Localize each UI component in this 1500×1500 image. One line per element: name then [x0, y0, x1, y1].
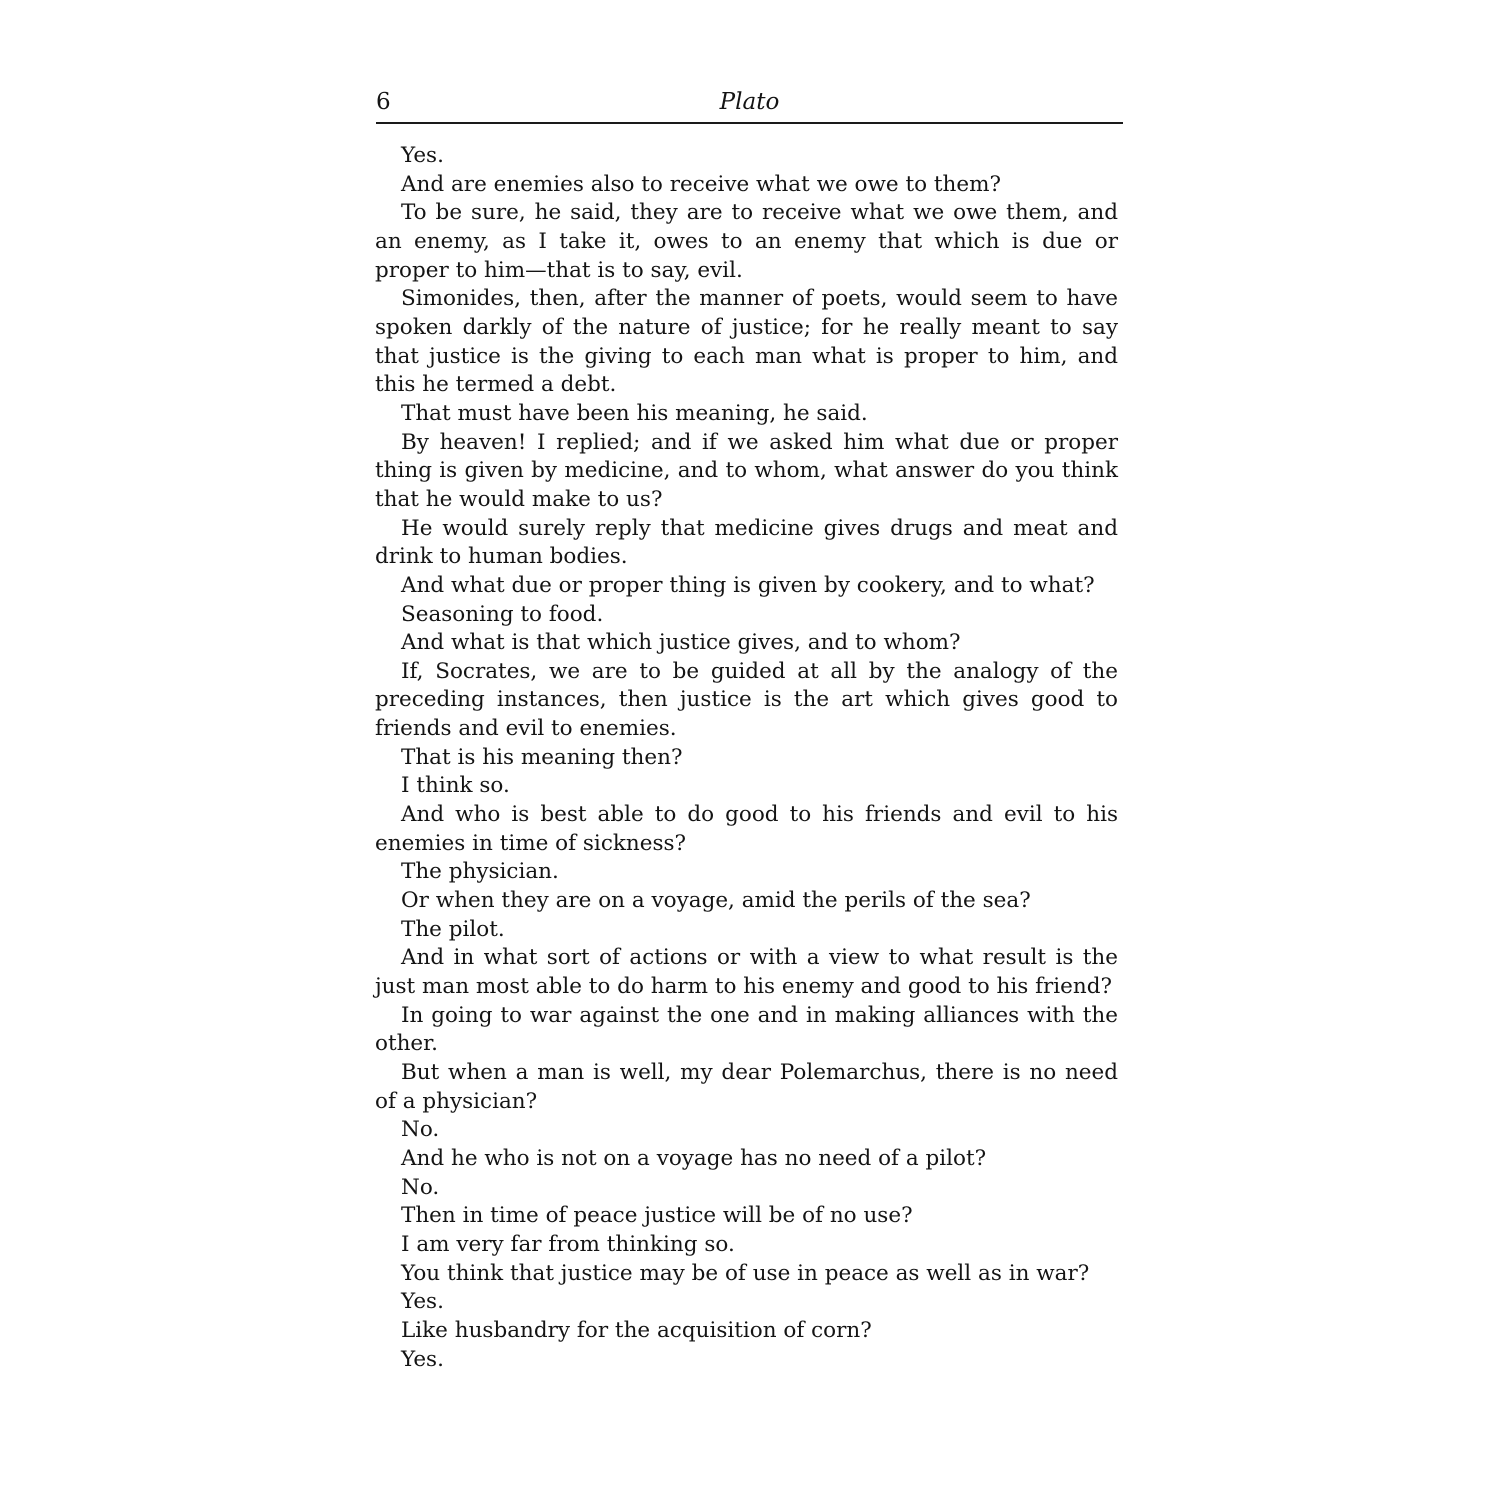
- paragraph: Yes.: [401, 143, 444, 168]
- paragraph: That is his meaning then?: [401, 744, 683, 770]
- paragraph: You think that justice may be of use in peace as well as in war?: [401, 1260, 1090, 1286]
- page-number: 6: [376, 89, 391, 115]
- paragraph: Then in time of peace justice will be of no use?: [401, 1203, 913, 1229]
- paragraph: And what is that which justice gives, and to whom?: [401, 630, 961, 656]
- paragraph: Simonides, then, after the manner of poets, would seem to have spoken darkly of the nature of justice; for he really meant to say that justice is the giving to each man what is proper to him, and this he termed a debt.: [375, 286, 1118, 398]
- paragraph: I am very far from thinking so.: [401, 1231, 735, 1257]
- paragraph: Or when they are on a voyage, amid the perils of the sea?: [401, 888, 1031, 914]
- paragraph: That must have been his meaning, he said.: [401, 400, 868, 426]
- paragraph: No.: [401, 1174, 440, 1200]
- paragraph: Like husbandry for the acquisition of corn?: [401, 1317, 872, 1343]
- paragraph: But when a man is well, my dear Polemarchus, there is no need of a physician?: [375, 1060, 1118, 1114]
- paragraph: Seasoning to food.: [401, 601, 604, 627]
- paragraph: Yes.: [401, 1346, 444, 1372]
- paragraph: The pilot.: [401, 916, 505, 942]
- paragraph: Yes.: [401, 1289, 444, 1315]
- paragraph: By heaven! I replied; and if we asked him what due or proper thing is given by medicine, and to whom, what answer do you think that he would make to us?: [375, 429, 1118, 512]
- paragraph: In going to war against the one and in making alliances with the other.: [375, 1002, 1118, 1057]
- body-text: [375, 142, 1118, 1374]
- paragraph: And are enemies also to receive what we owe to them?: [401, 171, 1001, 197]
- paragraph: If, Socrates, we are to be guided at all by the analogy of the preceding instances, then justice is the art which gives good to friends and evil to enemies.: [375, 658, 1118, 742]
- running-title: Plato: [719, 89, 780, 115]
- paragraph: To be sure, he said, they are to receive what we owe them, and an enemy, as I take it, owes to an enemy that which is due or proper to him—that is to say, evil.: [375, 200, 1118, 283]
- paragraph: And what due or proper thing is given by cookery, and to what?: [401, 572, 1095, 598]
- paragraph: The physician.: [401, 859, 559, 885]
- paragraph: And he who is not on a voyage has no need of a pilot?: [401, 1145, 987, 1171]
- paragraph: And in what sort of actions or with a view to what result is the just man most able to do harm to his enemy and good to his friend?: [375, 945, 1118, 1000]
- paragraph: And who is best able to do good to his friends and evil to his enemies in time of sickness?: [375, 802, 1118, 856]
- running-head: [376, 82, 1123, 124]
- paragraph: No.: [401, 1117, 440, 1143]
- paragraph: He would surely reply that medicine gives drugs and meat and drink to human bodies.: [375, 515, 1118, 570]
- paragraph: I think so.: [401, 773, 510, 799]
